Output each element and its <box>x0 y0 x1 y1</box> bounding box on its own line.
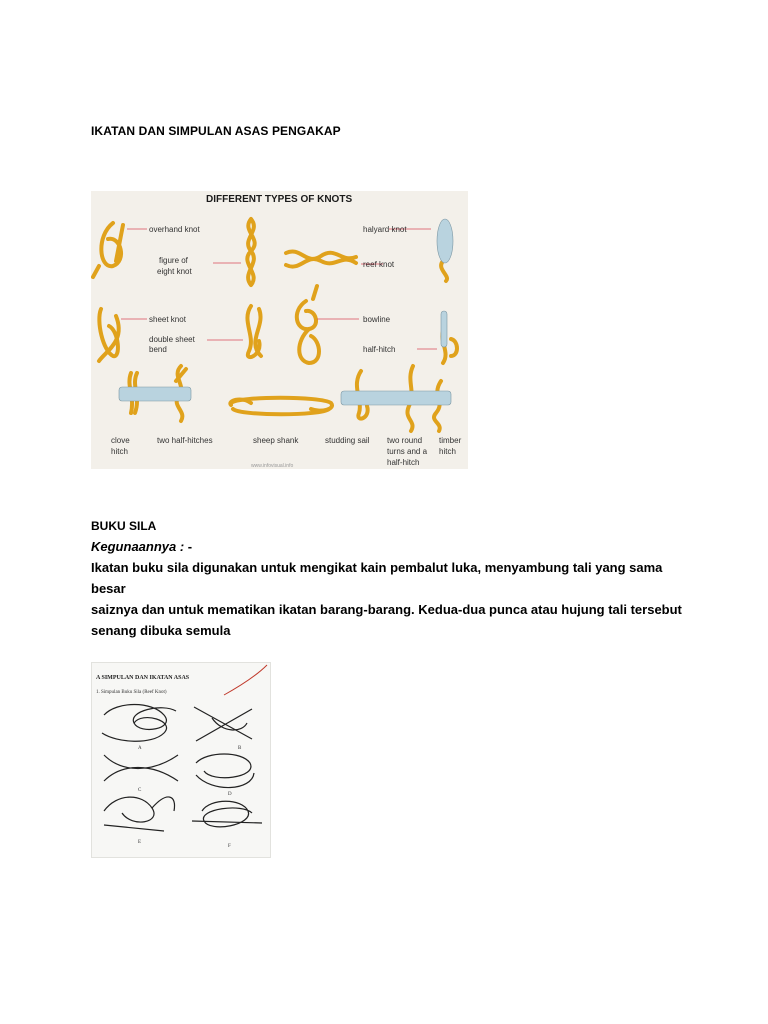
label-clove-1: clove <box>111 436 130 445</box>
step-letter: D <box>228 792 232 797</box>
section-heading: BUKU SILA <box>91 519 157 533</box>
label-timber-2: hitch <box>439 447 456 456</box>
step-letter: F <box>228 844 231 849</box>
step-letter: B <box>238 746 242 751</box>
figure-watermark: www.infovisual.info <box>251 463 294 469</box>
label-two-round-3: half-hitch <box>387 458 420 467</box>
label-overhand: overhand knot <box>149 225 200 234</box>
paragraph-line: senang dibuka semula <box>91 623 231 638</box>
knot-chart-heading: DIFFERENT TYPES OF KNOTS <box>206 194 353 205</box>
usage-label: Kegunaannya : - <box>91 539 193 554</box>
label-half-hitch: half-hitch <box>363 345 396 354</box>
label-two-round-2: turns and a <box>387 447 428 456</box>
paragraph-line: Ikatan buku sila digunakan untuk mengikat kain pembalut luka, menyambung tali yang sama besar <box>91 560 663 596</box>
label-double-sheet-1: double sheet <box>149 335 195 344</box>
step-letter: A <box>138 746 142 751</box>
scan-header: A SIMPULAN DAN IKATAN ASAS <box>96 675 190 681</box>
page-title: IKATAN DAN SIMPULAN ASAS PENGAKAP <box>91 124 341 138</box>
label-clove-2: hitch <box>111 447 128 456</box>
label-figure-eight-1: figure of <box>159 256 188 265</box>
step-letter: C <box>138 788 142 793</box>
label-studding-sail: studding sail <box>325 436 370 445</box>
label-bowline: bowline <box>363 315 391 324</box>
label-double-sheet-2: bend <box>149 345 167 354</box>
label-figure-eight-2: eight knot <box>157 267 192 276</box>
paragraph-line: saiznya dan untuk mematikan ikatan barang-barang. Kedua-dua punca atau hujung tali tersebut <box>91 602 682 617</box>
label-reef: reef knot <box>363 260 395 269</box>
reef-knot-scan-figure <box>91 662 271 858</box>
usage-paragraph <box>91 557 691 641</box>
label-timber-1: timber <box>439 436 462 445</box>
knot-types-figure <box>91 191 468 469</box>
label-sheep-shank: sheep shank <box>253 436 299 445</box>
label-two-round-1: two round <box>387 436 423 445</box>
scan-subheader: 1. Simpulan Buku Sila (Reef Knot) <box>96 690 167 695</box>
label-halyard: halyard knot <box>363 225 407 234</box>
label-two-half-hitches: two half-hitches <box>157 436 213 445</box>
step-letter: E <box>138 840 142 845</box>
label-sheet: sheet knot <box>149 315 186 324</box>
